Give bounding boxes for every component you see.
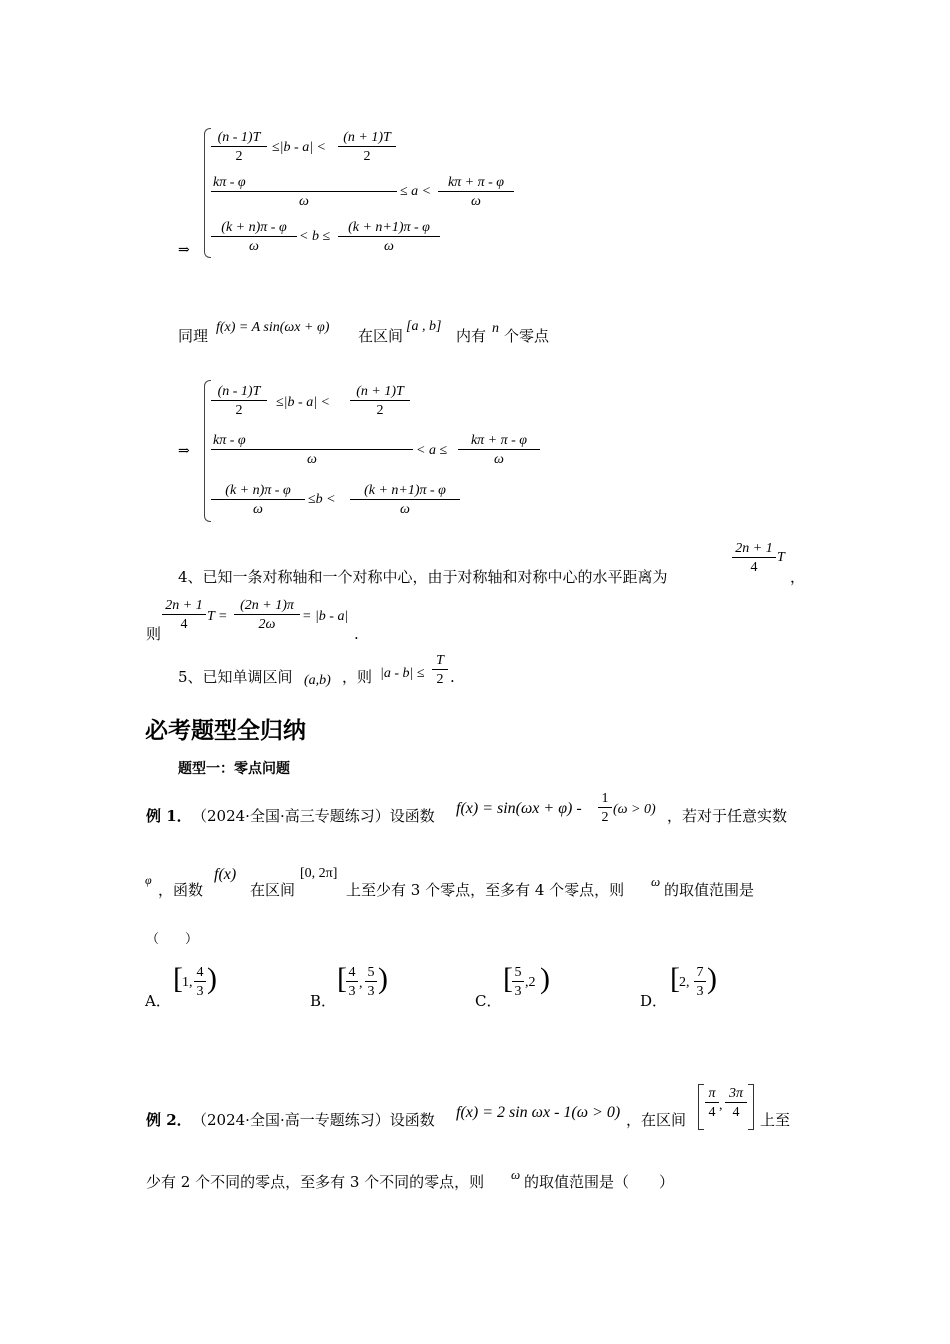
text: 的取值范围是 (664, 881, 755, 899)
source-text: （2024·全国·高三专题练习）设函数 (192, 807, 435, 825)
text: 的取值范围是（ ） (524, 1173, 675, 1191)
source-text: （2024·全国·高一专题练习）设函数 (192, 1111, 435, 1129)
variable-phi: φ (145, 873, 152, 887)
text: 上至少有 3 个零点，至多有 4 个零点，则 (346, 881, 625, 899)
choice-label: C． (475, 992, 502, 1010)
interval: [0, 2π] (300, 866, 338, 881)
value: ,2 (525, 975, 536, 990)
right-paren: ) (540, 962, 550, 995)
text: . (354, 625, 359, 643)
right-paren: ) (207, 962, 217, 995)
text: 内有 (456, 327, 487, 345)
choice-label: D． (640, 992, 668, 1010)
left-bracket: [ (173, 962, 183, 995)
implies-symbol: ⇒ (178, 444, 190, 459)
fraction: (2n + 1)π 2ω (234, 598, 300, 633)
inequality-middle: < a ≤ (416, 443, 448, 458)
left-bracket (698, 1084, 704, 1130)
text: 4、已知一条对称轴和一个对称中心，由于对称轴和对称中心的水平距离为 (178, 568, 668, 586)
equation-part: T = (207, 609, 228, 624)
function-expression: f(x) (214, 866, 237, 883)
implies-symbol: ⇒ (178, 243, 190, 258)
section-title: 必考题型全归纳 (145, 718, 306, 744)
equation-part: = |b - a| (302, 609, 349, 624)
fraction: 4 3 (194, 965, 206, 1000)
fraction: (n - 1)T 2 (211, 130, 267, 165)
fraction: 2n + 1 4 (732, 541, 776, 576)
fraction: (k + n)π - φ ω (211, 483, 305, 518)
choice-label: B． (310, 992, 337, 1010)
variable-omega: ω (511, 1167, 521, 1182)
fraction: (n + 1)T 2 (338, 130, 396, 165)
text: 在区间 (358, 327, 404, 345)
inequality: |a - b| ≤ (380, 666, 425, 681)
value: 1, (182, 975, 193, 990)
right-paren: ) (707, 962, 717, 995)
text: 在区间 (250, 881, 296, 899)
fraction: 5 3 (512, 965, 524, 1000)
example-label: 例 1． (146, 807, 192, 825)
inequality-middle: ≤ a < (400, 184, 432, 199)
fraction: 4 3 (346, 965, 358, 1000)
fraction: kπ - φ ω (211, 175, 397, 210)
left-brace (204, 380, 211, 522)
function-expression: f(x) = sin(ωx + φ) - (456, 800, 582, 817)
fraction: kπ + π - φ ω (438, 175, 514, 210)
fraction: (n + 1)T 2 (350, 384, 410, 419)
variable: n (492, 321, 499, 336)
example-label: 例 2． (146, 1111, 192, 1129)
function-expression: f(x) = 2 sin ωx - 1(ω > 0) (456, 1104, 621, 1121)
text: ，在区间 (626, 1111, 687, 1129)
text: 5、已知单调区间 (178, 668, 293, 686)
fraction: 1 2 (598, 791, 612, 826)
condition: (ω > 0) (613, 802, 656, 817)
text: 个零点 (504, 327, 550, 345)
fraction: (k + n)π - φ ω (211, 220, 297, 255)
fraction: kπ + π - φ ω (458, 433, 540, 468)
fraction: 5 3 (365, 965, 377, 1000)
text: . (450, 668, 455, 686)
inequality-middle: ≤|b - a| < (272, 140, 326, 155)
fraction: (k + n+1)π - φ ω (350, 483, 460, 518)
left-bracket: [ (503, 962, 513, 995)
left-bracket: [ (670, 962, 680, 995)
fraction: 7 3 (694, 965, 706, 1000)
answer-paren: （ ） (146, 932, 199, 947)
inequality-middle: ≤b < (308, 492, 336, 507)
text: 上至 (760, 1111, 791, 1129)
fraction: T 2 (432, 653, 448, 688)
subsection-title: 题型一：零点问题 (178, 761, 290, 777)
fraction: kπ - φ ω (211, 433, 413, 468)
fraction: π 4 (705, 1086, 719, 1121)
inequality-middle: ≤|b - a| < (276, 395, 330, 410)
variable-omega: ω (651, 874, 661, 889)
choice-label: A． (145, 992, 171, 1010)
text: ，若对于任意实数 (667, 807, 788, 825)
fraction: 2n + 1 4 (162, 598, 206, 633)
left-bracket: [ (337, 962, 347, 995)
fraction: (n - 1)T 2 (211, 384, 267, 419)
text: ，则 (342, 668, 373, 686)
comma: , (359, 976, 363, 991)
text: 少有 2 个不同的零点，至多有 3 个不同的零点，则 (146, 1173, 485, 1191)
value: 2, (679, 975, 690, 990)
comma: , (719, 1098, 723, 1113)
text: 则 (146, 625, 162, 643)
text: ， (790, 568, 806, 586)
fraction: (k + n+1)π - φ ω (338, 220, 440, 255)
left-brace (204, 128, 211, 258)
text: 同理 (178, 327, 209, 345)
right-bracket (748, 1084, 754, 1130)
text: ，函数 (158, 881, 204, 899)
interval: [a , b] (406, 319, 442, 334)
variable: T (777, 550, 785, 565)
fraction: 3π 4 (725, 1086, 747, 1121)
right-paren: ) (378, 962, 388, 995)
inequality-middle: < b ≤ (299, 229, 331, 244)
interval: (a,b) (304, 673, 331, 688)
function-expression: f(x) = A sin(ωx + φ) (216, 320, 330, 335)
